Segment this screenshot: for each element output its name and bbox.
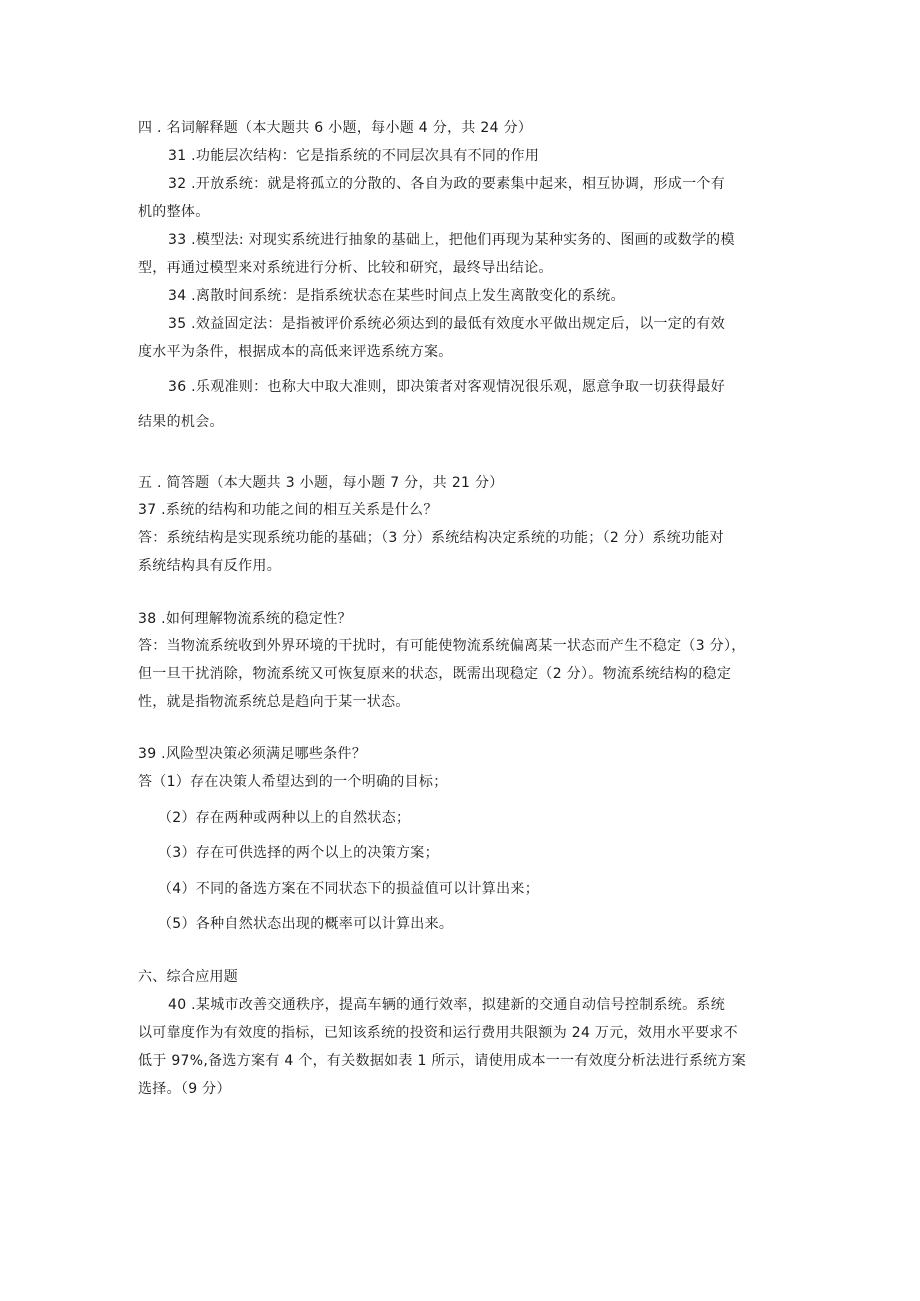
question-34: 34 .离散时间系统：是指系统状态在某些时间点上发生离散变化的系统。 [168, 288, 625, 304]
question-35-line-1: 35 .效益固定法：是指被评价系统必须达到的最低有效度水平做出规定后，以一定的有效 [168, 316, 726, 332]
question-36-line-2: 结果的机会。 [138, 414, 224, 430]
question-40-line-2: 以可靠度作为有效度的指标，已知该系统的投资和运行费用共限额为 24 万元，效用水平要求不 [138, 1025, 738, 1041]
question-38: 38 .如何理解物流系统的稳定性？ [138, 611, 352, 627]
question-33-line-1: 33 .模型法: 对现实系统进行抽象的基础上，把他们再现为某种实务的、图画的或数学的模 [168, 232, 735, 248]
answer-39-item-5: （5）各种自然状态出现的概率可以计算出来。 [158, 916, 454, 932]
question-36-line-1: 36 .乐观准则：也称大中取大准则，即决策者对客观情况很乐观，愿意争取一切获得最好 [168, 379, 726, 395]
answer-38-line-3: 性，就是指物流系统总是趋向于某一状态。 [138, 694, 410, 710]
section-4-heading: 四 . 名词解释题（本大题共 6 小题，每小题 4 分，共 24 分） [138, 120, 533, 136]
section-5-heading: 五 . 简答题（本大题共 3 小题，每小题 7 分，共 21 分） [138, 475, 504, 491]
question-32-line-2: 机的整体。 [138, 204, 210, 220]
answer-39-item-3: （3）存在可供选择的两个以上的决策方案； [158, 845, 439, 861]
answer-37-line-1: 答：系统结构是实现系统功能的基础；（3 分）系统结构决定系统的功能；（2 分）系统功能对 [138, 530, 724, 546]
question-31: 31 .功能层次结构：它是指系统的不同层次具有不同的作用 [168, 148, 540, 164]
question-37: 37 .系统的结构和功能之间的相互关系是什么？ [138, 502, 438, 518]
answer-38-line-2: 但一旦干扰消除，物流系统又可恢复原来的状态，既需出现稳定（2 分）。物流系统结构的稳定 [138, 666, 732, 682]
question-32-line-1: 32 .开放系统：就是将孤立的分散的、各自为政的要素集中起来，相互协调，形成一个有 [168, 176, 726, 192]
section-6-heading: 六、综合应用题 [138, 969, 239, 985]
question-39: 39 .风险型决策必须满足哪些条件？ [138, 746, 367, 762]
question-33-line-2: 型，再通过模型来对系统进行分析、比较和研究，最终导出结论。 [138, 260, 553, 276]
answer-39-item-1: 答（1）存在决策人希望达到的一个明确的目标； [138, 774, 448, 790]
question-40-line-3: 低于 97%,备选方案有 4 个，有关数据如表 1 所示，请使用成本一一有效度分析法进行系统方案 [138, 1053, 747, 1069]
answer-38-line-1: 答：当物流系统收到外界环境的干扰时，有可能使物流系统偏离某一状态而产生不稳定（3 分）， [138, 638, 746, 654]
answer-39-item-2: （2）存在两种或两种以上的自然状态； [158, 810, 411, 826]
question-35-line-2: 度水平为条件，根据成本的高低来评选系统方案。 [138, 344, 453, 360]
question-40-line-1: 40 .某城市改善交通秩序，提高车辆的通行效率，拟建新的交通自动信号控制系统。系统 [168, 997, 726, 1013]
answer-37-line-2: 系统结构具有反作用。 [138, 558, 281, 574]
answer-39-item-4: （4）不同的备选方案在不同状态下的损益值可以计算出来； [158, 881, 540, 897]
question-40-line-4: 选择。（9 分） [138, 1081, 231, 1097]
